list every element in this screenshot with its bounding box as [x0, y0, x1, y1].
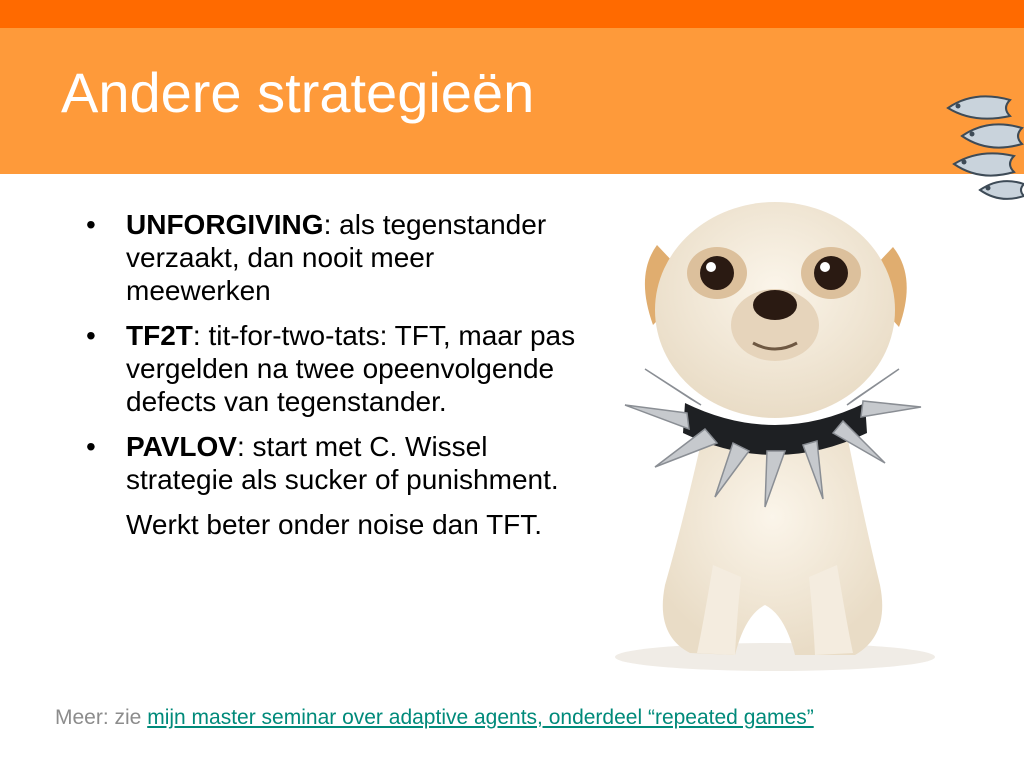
bullet-text: : start met C. Wissel strategie als sucker of punishment. — [126, 431, 559, 495]
bullet-item-pavlov — [86, 430, 576, 541]
top-accent-bar — [0, 0, 1024, 28]
bullet-text: : als tegenstander verzaakt, dan nooit meer meewerken — [126, 209, 547, 306]
footer-note — [55, 706, 814, 730]
bullet-dot: • — [86, 431, 96, 462]
slide-title: Andere strategieën — [61, 61, 535, 124]
bullet-subparagraph: Werkt beter onder noise dan TFT. — [126, 509, 543, 540]
bullet-term: UNFORGIVING — [126, 209, 324, 240]
bullet-text: : tit-for-two-tats: TFT, maar pas vergelden na twee opeenvolgende defects van tegenstander. — [126, 320, 576, 417]
dog-illustration — [595, 185, 955, 675]
bullet-term: TF2T — [126, 320, 193, 351]
bullet-list — [86, 208, 576, 553]
bullet-item-tf2t — [86, 319, 576, 418]
bullet-dot: • — [86, 209, 96, 240]
bullet-dot: • — [86, 320, 96, 351]
seminar-link[interactable]: mijn master seminar over adaptive agents, onderdeel “repeated games” — [147, 706, 814, 729]
bullet-term: PAVLOV — [126, 431, 237, 462]
footer-prefix: Meer: zie — [55, 706, 148, 729]
bullet-item-unforgiving — [86, 208, 576, 307]
